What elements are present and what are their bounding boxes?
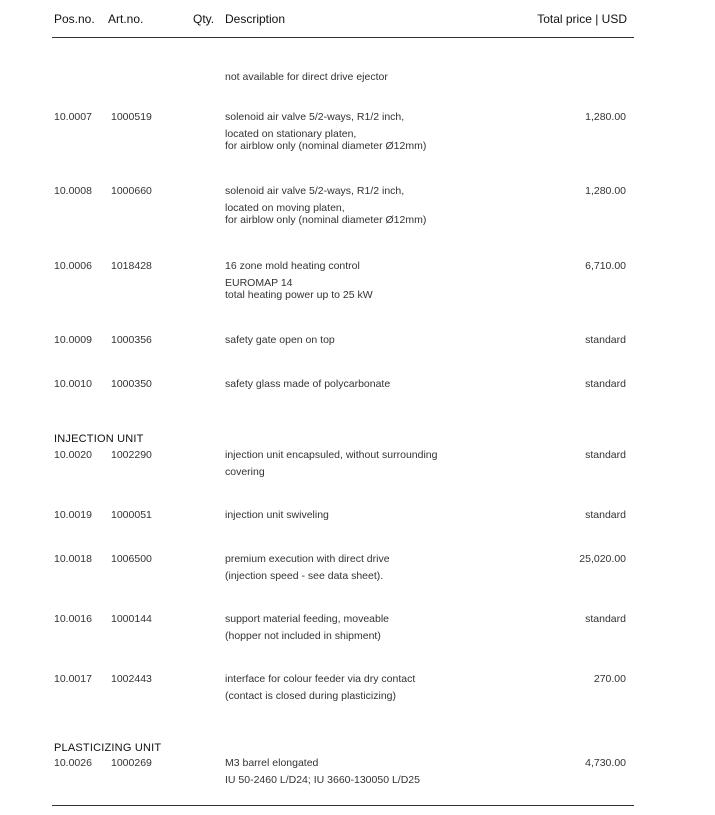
description	[225, 757, 485, 786]
description-line: (contact is closed during plasticizing)	[225, 690, 396, 702]
description-line: M3 barrel elongated	[225, 757, 319, 769]
pos-no: 10.0016	[54, 613, 92, 625]
description	[225, 509, 485, 521]
price: 270.00	[593, 673, 626, 685]
description-line: (hopper not included in shipment)	[225, 630, 381, 642]
price: standard	[585, 449, 626, 461]
price: 6,710.00	[585, 260, 626, 272]
description	[225, 613, 485, 642]
pos-no: 10.0006	[54, 260, 92, 272]
price: standard	[585, 378, 626, 390]
footer-divider	[52, 805, 634, 806]
description-line: support material feeding, moveable	[225, 613, 390, 625]
description-line: injection unit encapsuled, without surrounding	[225, 449, 438, 461]
description-line: interface for colour feeder via dry contact	[225, 673, 416, 685]
art-no: 1002290	[111, 449, 152, 461]
description	[225, 334, 485, 346]
art-no: 1000660	[111, 185, 152, 197]
description-line: (injection speed - see data sheet).	[225, 570, 384, 582]
header-divider	[52, 37, 634, 38]
pos-no: 10.0008	[54, 185, 92, 197]
header-total-price: Total price | USD	[537, 12, 627, 26]
pos-no: 10.0026	[54, 757, 92, 769]
header-qty: Qty.	[193, 12, 215, 26]
section-heading-injection-unit: INJECTION UNIT	[54, 433, 144, 445]
price: standard	[585, 613, 626, 625]
description	[225, 378, 485, 390]
price: 4,730.00	[585, 757, 626, 769]
price: 25,020.00	[579, 553, 626, 565]
description-line: solenoid air valve 5/2-ways, R1/2 inch,	[225, 185, 405, 197]
description-line: injection unit swiveling	[225, 509, 329, 521]
pos-no: 10.0007	[54, 111, 92, 123]
pos-no: 10.0017	[54, 673, 92, 685]
price: standard	[585, 509, 626, 521]
art-no: 1018428	[111, 260, 152, 272]
description	[225, 553, 485, 582]
pos-no: 10.0020	[54, 449, 92, 461]
art-no: 1000269	[111, 757, 152, 769]
pos-no: 10.0019	[54, 509, 92, 521]
section-heading-plasticizing-unit: PLASTICIZING UNIT	[54, 742, 162, 754]
description-line: located on moving platen,	[225, 202, 345, 214]
price: 1,280.00	[585, 111, 626, 123]
art-no: 1000519	[111, 111, 152, 123]
description-line: for airblow only (nominal diameter Ø12mm)	[225, 214, 427, 226]
description-line: IU 50-2460 L/D24; IU 3660-130050 L/D25	[225, 774, 420, 786]
pos-no: 10.0018	[54, 553, 92, 565]
description-line: premium execution with direct drive	[225, 553, 390, 565]
header-art-no: Art.no.	[108, 12, 144, 26]
art-no: 1000350	[111, 378, 152, 390]
art-no: 1006500	[111, 553, 152, 565]
description	[225, 185, 485, 226]
header-description: Description	[225, 12, 286, 26]
art-no: 1002443	[111, 673, 152, 685]
description-line: located on stationary platen,	[225, 128, 357, 140]
header-pos-no: Pos.no.	[54, 12, 95, 26]
pos-no: 10.0009	[54, 334, 92, 346]
art-no: 1000051	[111, 509, 152, 521]
description-line: EUROMAP 14	[225, 277, 293, 289]
description-line: total heating power up to 25 kW	[225, 289, 373, 301]
art-no: 1000144	[111, 613, 152, 625]
description	[225, 673, 485, 702]
description	[225, 111, 485, 152]
description-line: solenoid air valve 5/2-ways, R1/2 inch,	[225, 111, 405, 123]
description-line: covering	[225, 466, 265, 478]
description-line: safety gate open on top	[225, 334, 335, 346]
art-no: 1000356	[111, 334, 152, 346]
pos-no: 10.0010	[54, 378, 92, 390]
price: 1,280.00	[585, 185, 626, 197]
description-line: 16 zone mold heating control	[225, 260, 360, 272]
note-text: not available for direct drive ejector	[225, 71, 388, 83]
description-line: for airblow only (nominal diameter Ø12mm)	[225, 140, 427, 152]
description	[225, 260, 485, 301]
price: standard	[585, 334, 626, 346]
description-line: safety glass made of polycarbonate	[225, 378, 391, 390]
description	[225, 449, 485, 478]
